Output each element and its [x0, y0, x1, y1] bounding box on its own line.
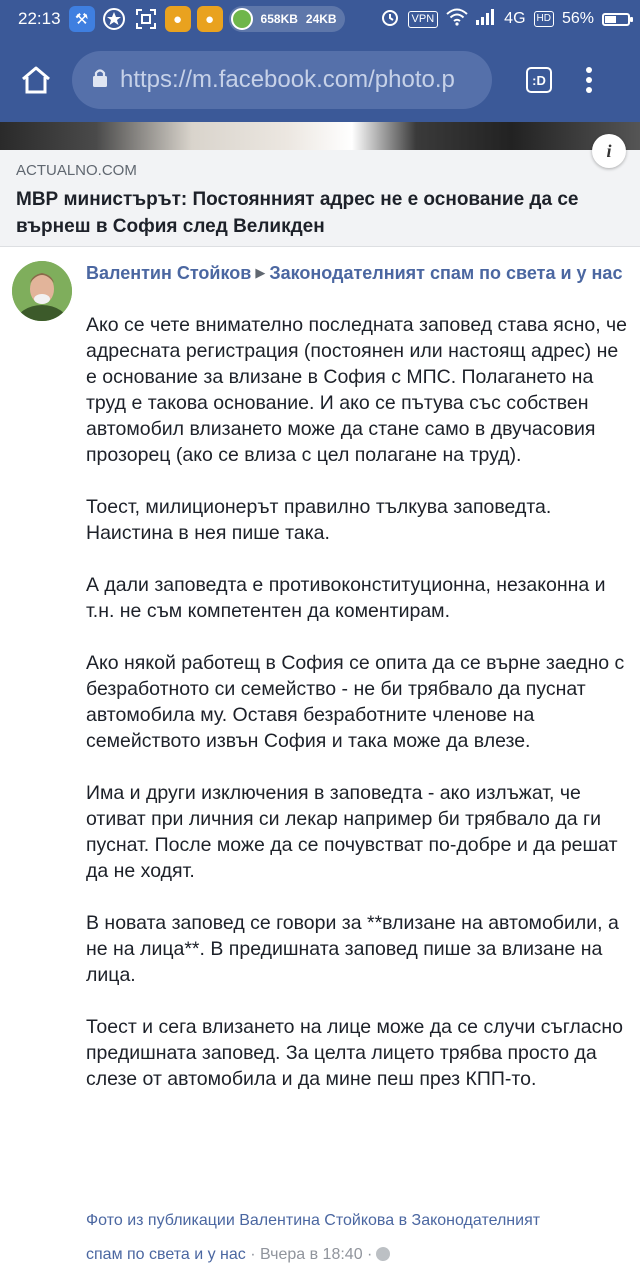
link-preview-domain: ACTUALNO.COM — [16, 162, 137, 179]
speed-down: 658KB — [260, 12, 298, 26]
status-bar — [0, 0, 640, 38]
post-author-link[interactable]: Валентин Стойков — [86, 263, 252, 283]
post-paragraph: Има и други изключения в заповедта - ако излъжат, че отиват при личния си лекар например би трябвало да ги пуснат. После може да се почувстват по-добре и да решат да не ходят. — [86, 782, 618, 882]
post-body — [86, 312, 632, 1118]
hd-badge: HD — [534, 11, 554, 27]
battery-icon — [602, 13, 630, 26]
screenshot-icon — [133, 6, 159, 32]
lock-icon — [92, 68, 108, 93]
triangle-right-icon: ▶ — [255, 265, 266, 280]
post-paragraph: Тоест и сега влизането на лице може да се случи съгласно предишната заповед. За целта лицето трябва просто да слезе от автомобила и да мине пеш през КПП-то. — [86, 1016, 624, 1090]
home-button[interactable] — [0, 38, 72, 122]
network-type: 4G — [504, 10, 526, 27]
post-paragraph: В новата заповед се говори за **влизане на автомобили, а не на лица**. В предишната заповед пише за влизане на лица. — [86, 912, 619, 986]
system-icons — [380, 7, 630, 32]
wrench-icon: ⚒ — [69, 6, 95, 32]
home-icon — [20, 65, 52, 95]
post-group-link[interactable]: Законодателният спам по света и у нас — [269, 263, 623, 283]
menu-dot — [586, 77, 592, 83]
post-paragraph: Ако се чете внимателно последната заповед става ясно, че адресната регистрация (постоянен или настоящ адрес) не е основание за влизане в София с МПС. Полагането на труд е такова основание. И ако се пътува със собствен автомобил влизането може да стане само в двучасовия прозорец (ако се влиза с цел полагане на труд). — [86, 314, 628, 466]
alarm-icon — [380, 7, 400, 32]
menu-dot — [586, 87, 592, 93]
link-preview-card[interactable] — [0, 140, 640, 247]
post-footer — [86, 1204, 626, 1272]
star-badge-icon — [101, 6, 127, 32]
info-icon[interactable]: i — [592, 134, 626, 168]
photo-source-link[interactable]: Фото из публикации Валентина Стойкова в Законодателният — [86, 1212, 541, 1229]
notification-icons — [69, 6, 345, 32]
speed-up: 24KB — [305, 12, 337, 26]
post-paragraph: Тоест, милиционерът правилно тълкува заповедта. Наистина в нея пише така. — [86, 496, 552, 544]
network-speed-indicator — [229, 6, 345, 32]
globe-icon — [376, 1247, 390, 1261]
speed-meter-icon — [231, 8, 253, 30]
post-paragraph: А дали заповедта е противоконституционна, незаконна и т.н. не съм компетентен да коментирам. — [86, 574, 606, 622]
menu-dot — [586, 67, 592, 73]
browser-toolbar — [0, 38, 640, 122]
more-menu-button[interactable] — [586, 67, 592, 93]
vpn-badge: VPN — [408, 11, 439, 28]
address-bar[interactable] — [72, 51, 492, 109]
link-preview-image[interactable] — [0, 122, 640, 150]
tabs-button[interactable]: :D — [526, 67, 552, 93]
battery-percent: 56% — [561, 10, 594, 27]
photo-source-link-cont[interactable]: спам по света и у нас — [86, 1246, 246, 1263]
poop-app-icon-2: ● — [197, 6, 223, 32]
wifi-icon — [446, 8, 468, 31]
url-text: https://m.facebook.com/photo.p — [120, 66, 455, 93]
post-timestamp[interactable]: · Вчера в 18:40 · — [250, 1246, 373, 1263]
signal-icon — [476, 9, 496, 30]
status-time: 22:13 — [18, 9, 61, 28]
post-paragraph: Ако някой работещ в София се опита да се върне заедно с безработното си семейство - не би трябвало да пуснат автомобила му. Оставя безработните членове на семейството извън София и така може да влезе. — [86, 652, 625, 752]
poop-app-icon: ● — [165, 6, 191, 32]
post-header — [86, 260, 626, 286]
link-preview-title: МВР министърът: Постоянният адрес не е основание да се върнеш в София след Великден — [16, 189, 579, 237]
avatar[interactable] — [12, 261, 72, 321]
